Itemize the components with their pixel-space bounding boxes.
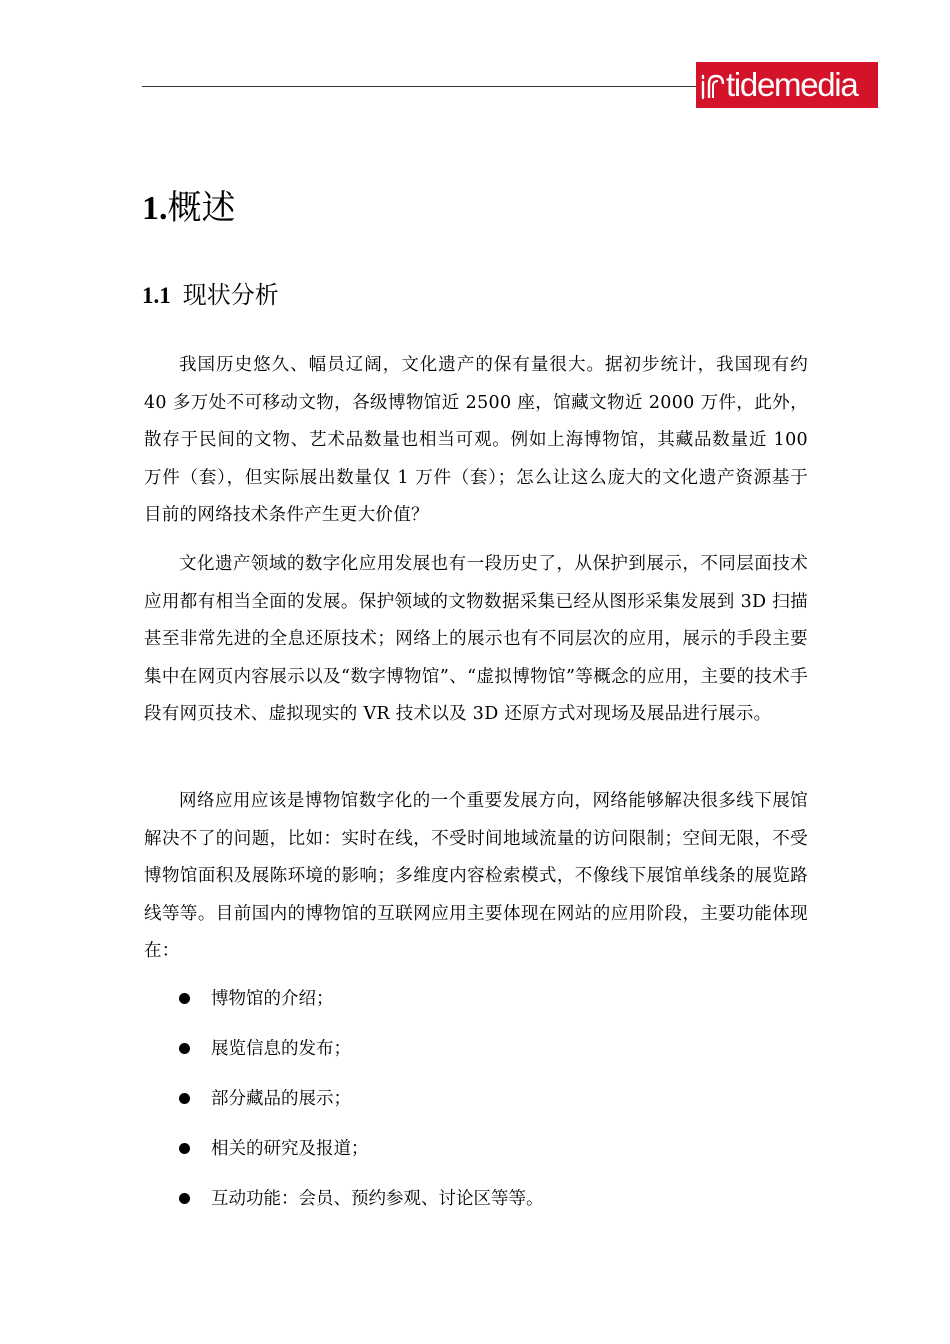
list-item-text: 博物馆的介绍； [211,989,334,1009]
logo-mark-icon [699,70,727,100]
bullet-icon [179,1043,190,1054]
bullet-icon [179,1193,190,1204]
tidemedia-logo [696,62,878,108]
list-item-text: 展览信息的发布； [211,1039,351,1059]
list-item [0,1182,800,1232]
heading-2-title: 现状分析 [182,281,279,309]
section-heading-1-1 [142,278,279,313]
list-item-text: 相关的研究及报道； [211,1139,369,1159]
paragraph-1: 我国历史悠久、幅员辽阔，文化遗产的保有量很大。据初步统计，我国现有约 40 多万处不可移动文物，各级博物馆近 2500 座，馆藏文物近 2000 万件，此外，散存于民间的文物、艺术品数量也相当可观。例如上海博物馆，其藏品数量近 100 万件（套），但实际展出数量仅 1 万件（套）；怎么让这么庞大的文化遗产资源基于目前的网络技术条件产生更大价值？ [144,355,808,525]
bullet-icon [179,1093,190,1104]
feature-list [0,982,800,1232]
paragraph-2: 文化遗产领域的数字化应用发展也有一段历史了，从保护到展示，不同层面技术应用都有相当全面的发展。保护领域的文物数据采集已经从图形采集发展到 3D 扫描甚至非常先进的全息还原技术；网络上的展示也有不同层次的应用，展示的手段主要集中在网页内容展示以及“数字博物馆”、“虚拟博物馆”等概念的应用，主要的技术手段有网页技术、虚拟现实的 VR 技术以及 3D 还原方式对现场及展品进行展示。 [144,554,808,724]
heading-1-title: 概述 [167,188,236,228]
bullet-icon [179,1143,190,1154]
heading-2-number: 1.1 [142,283,171,308]
paragraph-3: 网络应用应该是博物馆数字化的一个重要发展方向，网络能够解决很多线下展馆解决不了的问题，比如：实时在线，不受时间地域流量的访问限制；空间无限，不受博物馆面积及展陈环境的影响；多维度内容检索模式，不像线下展馆单线条的展览路线等等。目前国内的博物馆的互联网应用主要体现在网站的应用阶段，主要功能体现在： [144,791,808,961]
section-heading-1 [142,186,236,231]
logo-text: tidemedia [726,66,858,103]
list-item-text: 部分藏品的展示； [211,1089,351,1109]
bullet-icon [179,993,190,1004]
header-rule [142,86,696,87]
list-item [0,982,800,1032]
list-item [0,1132,800,1182]
list-item [0,1032,800,1082]
list-item-text: 互动功能：会员、预约参观、讨论区等等。 [211,1189,544,1209]
heading-1-number: 1. [142,190,168,227]
list-item [0,1082,800,1132]
